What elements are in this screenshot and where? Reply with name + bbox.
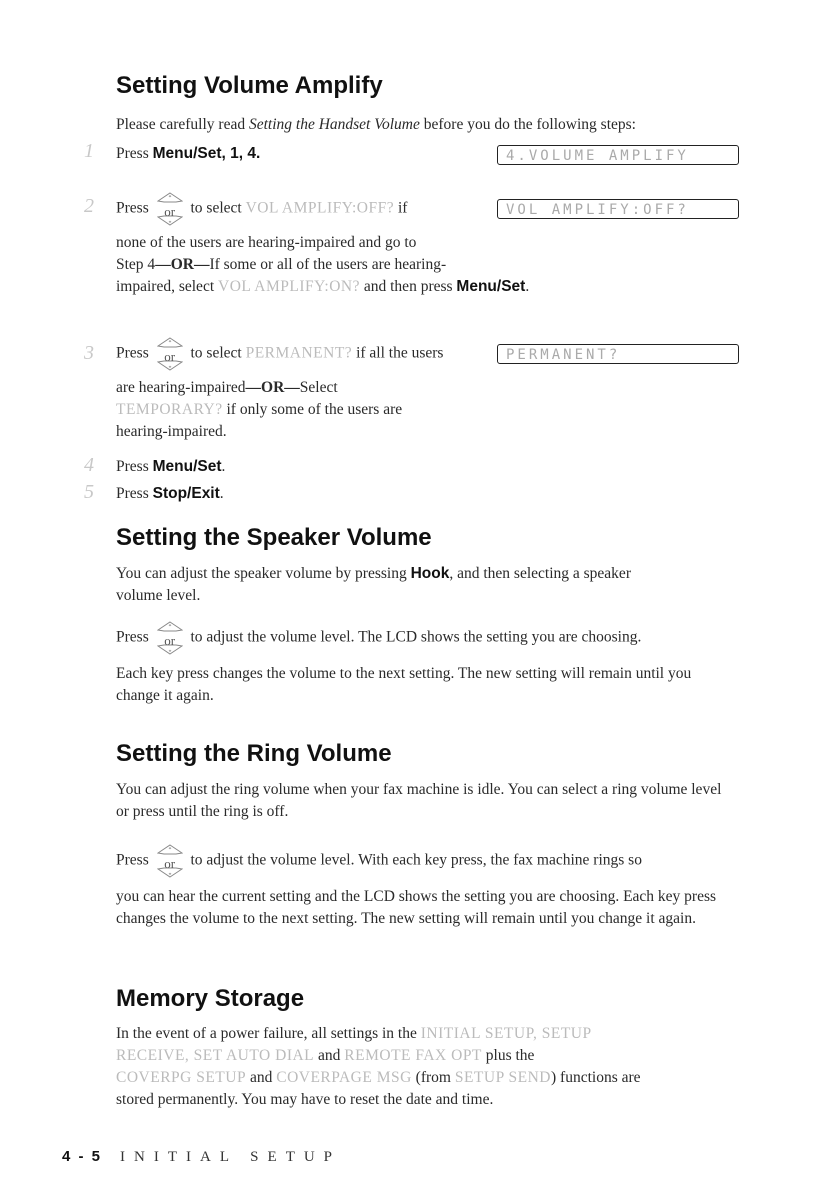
- lcd-display-3: PERMANENT?: [497, 344, 739, 364]
- rocker-or-label: or: [164, 856, 176, 871]
- step-4-text: [116, 456, 726, 478]
- step-5-pre: Press: [116, 485, 153, 502]
- step-2-cont-3-pre: impaired, select: [116, 278, 218, 295]
- section-title-speaker: Setting the Speaker Volume: [116, 524, 432, 551]
- step-5-post: .: [219, 485, 224, 502]
- section-title-memory: Memory Storage: [116, 985, 305, 1012]
- speaker-p1: [116, 563, 726, 607]
- lcd-option-temporary: TEMPORARY?: [116, 401, 223, 418]
- memory-l3-post: ) functions are: [551, 1069, 641, 1086]
- lcd-display-1: 4.VOLUME AMPLIFY: [497, 145, 739, 165]
- lcd-menu-coverpage-msg: COVERPAGE MSG: [276, 1069, 412, 1086]
- step-2-cont-1: none of the users are hearing-impaired and go to: [116, 234, 417, 251]
- intro-text-end: before you do the following steps:: [419, 116, 636, 133]
- lcd-menu-receive: RECEIVE, SET AUTO DIAL: [116, 1047, 315, 1064]
- up-down-rocker-icon: [157, 621, 183, 655]
- speaker-p2: [116, 621, 726, 655]
- ring-p1: You can adjust the ring volume when your fax machine is idle. You can select a ring volume level or press until the ring is off.: [116, 781, 722, 820]
- step-2-cont-3: [116, 276, 726, 298]
- step-3-cont-1: [116, 377, 726, 399]
- step-2-cont-3-mid: and then press: [360, 278, 457, 295]
- lcd-option-permanent: PERMANENT?: [245, 344, 353, 362]
- rocker-or-label: or: [164, 633, 176, 648]
- hook-key: Hook: [410, 565, 450, 582]
- page-number: 4 - 5: [62, 1148, 103, 1165]
- lcd-menu-setup-send: SETUP SEND: [454, 1069, 551, 1086]
- speaker-p2-post: to adjust the volume level. The LCD shows the setting you are choosing.: [190, 628, 642, 646]
- up-down-rocker-icon: [157, 337, 183, 371]
- lcd-display-2: VOL AMPLIFY:OFF?: [497, 199, 739, 219]
- up-down-rocker-icon: [157, 844, 183, 878]
- step-1-text: [116, 143, 456, 165]
- step-3-cont-2-post: if only some of the users are: [222, 401, 403, 418]
- step-3-cont-3: hearing-impaired.: [116, 423, 227, 440]
- intro-italic-ref: Setting the Handset Volume: [248, 116, 420, 133]
- section-title-amplify: Setting Volume Amplify: [116, 72, 383, 99]
- step-2-text: [116, 192, 496, 226]
- page-footer: [62, 1148, 341, 1166]
- step-3-text: [116, 337, 506, 371]
- step-2-pre: Press: [116, 199, 149, 217]
- step-3-cont-1-pre: are hearing-impaired: [116, 379, 246, 396]
- step-3-cont-2: [116, 399, 726, 421]
- step-1-keys: , 1, 4.: [221, 145, 261, 162]
- step-2-mid: to select: [190, 199, 246, 217]
- memory-l4: stored permanently. You may have to reset the date and time.: [116, 1091, 494, 1108]
- ring-p2-pre: Press: [116, 851, 149, 869]
- lcd-menu-remote-fax: REMOTE FAX OPT: [344, 1047, 482, 1064]
- or-separator: —OR—: [155, 256, 210, 273]
- speaker-p1-pre: You can adjust the speaker volume by pressing: [116, 565, 411, 582]
- step-number-2: 2: [84, 195, 94, 217]
- step-4-ref: Step 4: [116, 256, 156, 273]
- step-3-pre: Press: [116, 344, 149, 362]
- ring-p3: you can hear the current setting and the LCD shows the setting you are choosing. Each key press changes the volume to the next setting. The new setting will remain until you change it again.: [116, 888, 717, 927]
- step-number-4: 4: [84, 454, 94, 476]
- menu-set-key: Menu/Set: [152, 458, 222, 475]
- step-3-post: if all the users: [352, 344, 444, 362]
- lcd-option-amplify-on: VOL AMPLIFY:ON?: [218, 278, 360, 295]
- ring-p2-post: to adjust the volume level. With each key press, the fax machine rings so: [190, 851, 642, 869]
- lcd-option-amplify-off: VOL AMPLIFY:OFF?: [245, 199, 395, 217]
- up-down-rocker-icon: [157, 192, 183, 226]
- memory-l2-post: plus the: [481, 1047, 535, 1064]
- memory-p1: [116, 1023, 726, 1111]
- speaker-p1-post: , and then selecting a speaker: [449, 565, 631, 582]
- step-3-mid: to select: [190, 344, 246, 362]
- step-2-post: if: [394, 199, 408, 217]
- speaker-p1-line2: volume level.: [116, 587, 201, 604]
- lcd-menu-initial-setup: INITIAL SETUP, SETUP: [420, 1025, 592, 1042]
- menu-set-key: Menu/Set: [456, 278, 526, 295]
- step-1-pre: Press: [116, 145, 153, 162]
- memory-l3-mid2: (from: [411, 1069, 455, 1086]
- step-number-1: 1: [84, 140, 94, 162]
- step-4-pre: Press: [116, 458, 153, 475]
- step-number-5: 5: [84, 481, 94, 503]
- step-2-cont-2: [116, 254, 726, 276]
- step-2-cont-3-post: .: [525, 278, 530, 295]
- lcd-menu-coverpg-setup: COVERPG SETUP: [116, 1069, 247, 1086]
- step-4-post: .: [221, 458, 226, 475]
- step-2-cont-2-post: If some or all of the users are hearing-: [209, 256, 447, 273]
- step-3-cont-1-post: Select: [299, 379, 338, 396]
- rocker-or-label: or: [164, 349, 176, 364]
- rocker-or-label: or: [164, 204, 176, 219]
- stop-exit-key: Stop/Exit: [152, 485, 220, 502]
- speaker-p3: Each key press changes the volume to the next setting. The new setting will remain until you change it again.: [116, 665, 692, 704]
- memory-l2-mid: and: [314, 1047, 345, 1064]
- step-number-3: 3: [84, 342, 94, 364]
- memory-l3-mid: and: [246, 1069, 277, 1086]
- or-separator: —OR—: [245, 379, 300, 396]
- amplify-intro: [116, 114, 726, 136]
- ring-p2: [116, 844, 726, 878]
- memory-l1-pre: In the event of a power failure, all settings in the: [116, 1025, 421, 1042]
- footer-section-name: INITIAL SETUP: [120, 1149, 342, 1165]
- section-title-ring: Setting the Ring Volume: [116, 740, 392, 767]
- step-5-text: [116, 483, 726, 505]
- menu-set-key: Menu/Set: [152, 145, 222, 162]
- intro-text: Please carefully read: [116, 116, 249, 133]
- speaker-p2-pre: Press: [116, 628, 149, 646]
